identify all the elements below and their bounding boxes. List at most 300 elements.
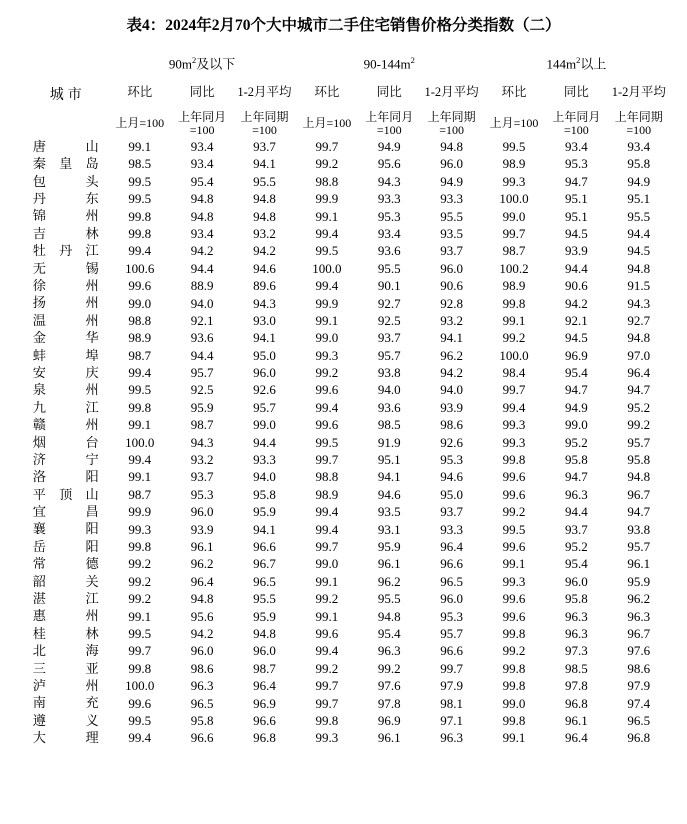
cell-value: 99.5 xyxy=(502,139,526,155)
cell-value: 93.6 xyxy=(377,243,401,259)
cell-value: 96.2 xyxy=(190,556,214,572)
cell-value: 95.1 xyxy=(377,452,401,468)
cell-value: 93.4 xyxy=(377,225,401,241)
cell-value: 100.2 xyxy=(499,260,529,276)
table-row xyxy=(23,712,670,729)
cell-value: 99.4 xyxy=(315,399,339,415)
table-row xyxy=(23,469,670,486)
cell-value: 96.0 xyxy=(440,156,463,172)
cell-value: 94.1 xyxy=(253,521,276,537)
cell-value: 94.8 xyxy=(627,469,651,485)
cell-value: 93.3 xyxy=(377,191,401,207)
city-label: 安庆 xyxy=(32,364,99,380)
cell-value: 94.8 xyxy=(627,260,651,276)
cell-value: 100.6 xyxy=(125,260,155,276)
cell-value: 98.7 xyxy=(190,417,214,433)
table-row xyxy=(23,486,670,503)
cell-value: 96.8 xyxy=(627,730,651,746)
cell-value: 100.0 xyxy=(312,260,342,276)
cell-value: 92.5 xyxy=(377,312,401,328)
cell-value: 99.0 xyxy=(315,330,339,346)
cell-value: 96.2 xyxy=(627,591,651,607)
city-label: 泉州 xyxy=(32,382,99,398)
cell-value: 93.7 xyxy=(377,330,401,346)
cell-value: 93.2 xyxy=(440,312,463,328)
cell-value: 97.6 xyxy=(377,678,401,694)
cell-value: 94.1 xyxy=(253,330,276,346)
cell-value: 99.4 xyxy=(502,399,526,415)
cell-value: 93.2 xyxy=(190,452,214,468)
cell-value: 92.7 xyxy=(377,295,401,311)
cell-value: 99.8 xyxy=(128,208,152,224)
cell-value: 99.0 xyxy=(253,417,276,433)
cell-value: 100.0 xyxy=(125,434,155,450)
cell-value: 95.2 xyxy=(564,434,588,450)
group-2-prefix: 144m xyxy=(546,56,577,72)
cell-value: 95.8 xyxy=(564,452,588,468)
cell-value: 91.9 xyxy=(377,434,401,450)
cell-value: 99.1 xyxy=(502,312,526,328)
cell-value: 96.0 xyxy=(190,504,214,520)
cell-value: 99.2 xyxy=(315,591,339,607)
cell-value: 99.3 xyxy=(128,521,152,537)
row-city-name xyxy=(23,591,109,608)
header-measure-row xyxy=(23,75,670,109)
cell-value: 94.4 xyxy=(627,225,651,241)
cell-value: 99.7 xyxy=(502,225,526,241)
cell-value: 96.0 xyxy=(440,591,463,607)
table-row xyxy=(23,521,670,538)
cell-value: 96.6 xyxy=(253,712,276,728)
cell-value: 98.8 xyxy=(315,173,339,189)
table-row xyxy=(23,417,670,434)
cell-value: 94.5 xyxy=(564,330,588,346)
cell-value: 96.2 xyxy=(377,573,401,589)
cell-value: 99.6 xyxy=(502,539,526,554)
table-row xyxy=(23,347,670,364)
cell-value: 97.3 xyxy=(564,643,588,659)
cell-value: 99.5 xyxy=(128,625,152,641)
cell-value: 95.2 xyxy=(564,539,588,554)
cell-value: 94.8 xyxy=(627,330,651,346)
table-row xyxy=(23,260,670,277)
cell-value: 97.0 xyxy=(627,347,651,363)
cell-value: 99.2 xyxy=(315,365,339,381)
header-measure-1-0: 环比 xyxy=(314,84,340,99)
cell-value: 95.4 xyxy=(564,365,588,381)
header-base-1-0: 上月=100 xyxy=(302,116,352,131)
cell-value: 99.7 xyxy=(315,695,339,711)
cell-value: 99.4 xyxy=(315,278,339,294)
cell-value: 98.6 xyxy=(440,417,463,433)
cell-value: 96.1 xyxy=(377,730,401,746)
cell-value: 99.9 xyxy=(315,295,339,311)
city-label: 襄阳 xyxy=(32,521,99,537)
cell-value: 94.7 xyxy=(627,382,651,398)
header-city-label: 城市 xyxy=(49,88,86,104)
header-measure-2-1: 同比 xyxy=(563,84,589,99)
cell-value: 96.1 xyxy=(564,712,588,728)
header-base-2-2: 上年同期 =100 xyxy=(614,109,663,137)
city-label: 遵义 xyxy=(32,712,99,728)
header-measure-1-1: 同比 xyxy=(376,84,402,99)
cell-value: 93.7 xyxy=(440,243,463,259)
row-city-name xyxy=(23,278,109,295)
city-label: 平顶山 xyxy=(32,486,99,502)
cell-value: 96.5 xyxy=(190,695,214,711)
cell-value: 92.7 xyxy=(627,312,651,328)
cell-value: 95.1 xyxy=(627,191,651,207)
cell-value: 92.1 xyxy=(190,312,214,328)
price-index-table xyxy=(23,54,670,748)
cell-value: 94.0 xyxy=(253,469,276,485)
table-row xyxy=(23,678,670,695)
city-label: 南充 xyxy=(32,695,99,711)
city-label: 烟台 xyxy=(32,434,99,450)
cell-value: 96.0 xyxy=(564,573,588,589)
cell-value: 99.6 xyxy=(502,591,526,607)
city-label: 吉林 xyxy=(32,225,99,241)
table-row xyxy=(23,191,670,208)
row-city-name xyxy=(23,626,109,643)
row-city-name xyxy=(23,330,109,347)
cell-value: 93.6 xyxy=(377,399,401,415)
header-base-1-2: 上年同期 =100 xyxy=(427,109,476,137)
cell-value: 93.3 xyxy=(440,521,463,537)
city-label: 牡丹江 xyxy=(32,243,99,259)
cell-value: 99.3 xyxy=(502,434,526,450)
cell-value: 99.2 xyxy=(502,330,526,346)
cell-value: 99.5 xyxy=(315,243,339,259)
city-label: 九江 xyxy=(32,399,99,415)
cell-value: 94.7 xyxy=(564,469,588,485)
cell-value: 99.8 xyxy=(502,712,526,728)
cell-value: 96.4 xyxy=(564,730,588,746)
cell-value: 100.0 xyxy=(499,347,529,363)
table-body xyxy=(23,139,670,748)
row-city-name xyxy=(23,434,109,451)
city-label: 包头 xyxy=(32,173,99,189)
city-label: 惠州 xyxy=(32,608,99,624)
cell-value: 93.9 xyxy=(190,521,214,537)
cell-value: 95.3 xyxy=(190,486,214,502)
cell-value: 99.6 xyxy=(128,695,152,711)
cell-value: 99.0 xyxy=(564,417,588,433)
row-city-name xyxy=(23,678,109,695)
cell-value: 99.7 xyxy=(315,539,339,554)
cell-value: 95.8 xyxy=(627,156,651,172)
cell-value: 100.0 xyxy=(499,191,529,207)
city-label: 韶关 xyxy=(32,573,99,589)
cell-value: 96.4 xyxy=(253,678,276,694)
cell-value: 99.7 xyxy=(440,660,463,676)
cell-value: 99.7 xyxy=(502,382,526,398)
row-city-name xyxy=(23,295,109,312)
cell-value: 94.9 xyxy=(627,173,651,189)
header-group-1 xyxy=(296,54,483,75)
cell-value: 95.0 xyxy=(440,486,463,502)
cell-value: 92.8 xyxy=(440,295,463,311)
cell-value: 95.4 xyxy=(377,625,401,641)
cell-value: 95.5 xyxy=(377,591,401,607)
cell-value: 94.2 xyxy=(190,625,214,641)
cell-value: 99.1 xyxy=(315,608,339,624)
cell-value: 94.3 xyxy=(627,295,651,311)
cell-value: 96.8 xyxy=(253,730,276,746)
cell-value: 99.2 xyxy=(128,591,152,607)
cell-value: 95.5 xyxy=(377,260,401,276)
cell-value: 94.9 xyxy=(377,139,401,155)
city-label: 温州 xyxy=(32,312,99,328)
cell-value: 97.9 xyxy=(440,678,463,694)
city-label: 锦州 xyxy=(32,208,99,224)
row-city-name xyxy=(23,191,109,208)
cell-value: 96.9 xyxy=(377,712,401,728)
city-label: 洛阳 xyxy=(32,469,99,485)
cell-value: 99.6 xyxy=(502,469,526,485)
cell-value: 96.4 xyxy=(190,573,214,589)
header-city-cell xyxy=(23,54,109,139)
cell-value: 94.8 xyxy=(253,191,276,207)
table-row xyxy=(23,243,670,260)
table-row xyxy=(23,434,670,451)
cell-value: 99.2 xyxy=(315,660,339,676)
cell-value: 99.6 xyxy=(502,486,526,502)
cell-value: 98.5 xyxy=(377,417,401,433)
cell-value: 99.1 xyxy=(315,208,339,224)
cell-value: 94.0 xyxy=(440,382,463,398)
cell-value: 95.9 xyxy=(377,539,401,554)
cell-value: 94.7 xyxy=(627,504,651,520)
cell-value: 95.9 xyxy=(253,608,276,624)
row-city-name xyxy=(23,382,109,399)
cell-value: 99.8 xyxy=(502,625,526,641)
cell-value: 96.9 xyxy=(564,347,588,363)
row-city-name xyxy=(23,608,109,625)
row-city-name xyxy=(23,399,109,416)
cell-value: 93.5 xyxy=(377,504,401,520)
cell-value: 99.3 xyxy=(502,417,526,433)
cell-value: 95.6 xyxy=(377,156,401,172)
cell-value: 95.4 xyxy=(564,556,588,572)
cell-value: 93.4 xyxy=(627,139,651,155)
header-group-0 xyxy=(109,54,296,75)
row-city-name xyxy=(23,139,109,156)
cell-value: 98.8 xyxy=(315,469,339,485)
cell-value: 96.4 xyxy=(627,365,651,381)
cell-value: 94.1 xyxy=(440,330,463,346)
city-label: 无锡 xyxy=(32,260,99,276)
city-label: 桂林 xyxy=(32,625,99,641)
cell-value: 99.8 xyxy=(128,225,152,241)
cell-value: 94.2 xyxy=(440,365,463,381)
row-city-name xyxy=(23,539,109,556)
cell-value: 98.7 xyxy=(128,347,152,363)
cell-value: 100.0 xyxy=(125,678,155,694)
cell-value: 94.6 xyxy=(253,260,276,276)
header-measure-0-0: 环比 xyxy=(127,84,153,99)
cell-value: 99.8 xyxy=(502,295,526,311)
cell-value: 96.2 xyxy=(440,347,463,363)
cell-value: 90.6 xyxy=(440,278,463,294)
cell-value: 96.5 xyxy=(253,573,276,589)
cell-value: 99.6 xyxy=(502,608,526,624)
cell-value: 96.0 xyxy=(253,643,276,659)
cell-value: 94.3 xyxy=(377,173,401,189)
cell-value: 94.2 xyxy=(253,243,276,259)
group-0-suffix: 及以下 xyxy=(196,56,236,72)
cell-value: 94.2 xyxy=(190,243,214,259)
cell-value: 99.1 xyxy=(128,608,152,624)
group-1-prefix: 90-144m xyxy=(363,56,411,72)
cell-value: 98.9 xyxy=(502,278,526,294)
city-label: 扬州 xyxy=(32,295,99,311)
table-row xyxy=(23,330,670,347)
cell-value: 96.5 xyxy=(440,573,463,589)
table-row xyxy=(23,365,670,382)
row-city-name xyxy=(23,556,109,573)
header-measure-0-1: 同比 xyxy=(189,84,215,99)
cell-value: 99.5 xyxy=(128,173,152,189)
cell-value: 94.7 xyxy=(564,382,588,398)
cell-value: 93.9 xyxy=(564,243,588,259)
table-row xyxy=(23,139,670,156)
table-row xyxy=(23,591,670,608)
city-label: 宜昌 xyxy=(32,504,99,520)
header-measure-0-2: 1-2月平均 xyxy=(237,84,292,99)
cell-value: 99.7 xyxy=(315,139,339,155)
cell-value: 95.3 xyxy=(440,452,463,468)
cell-value: 95.7 xyxy=(627,539,651,554)
cell-value: 90.6 xyxy=(564,278,588,294)
cell-value: 94.4 xyxy=(564,504,588,520)
cell-value: 96.9 xyxy=(253,695,276,711)
cell-value: 99.7 xyxy=(315,452,339,468)
cell-value: 94.7 xyxy=(564,173,588,189)
cell-value: 99.1 xyxy=(315,312,339,328)
cell-value: 92.6 xyxy=(253,382,276,398)
cell-value: 95.9 xyxy=(627,573,651,589)
cell-value: 99.1 xyxy=(128,139,152,155)
cell-value: 95.5 xyxy=(253,591,276,607)
cell-value: 98.7 xyxy=(253,660,276,676)
cell-value: 94.8 xyxy=(377,608,401,624)
cell-value: 95.4 xyxy=(190,173,214,189)
cell-value: 95.8 xyxy=(253,486,276,502)
cell-value: 90.1 xyxy=(377,278,401,294)
cell-value: 99.4 xyxy=(315,504,339,520)
cell-value: 96.3 xyxy=(377,643,401,659)
city-label: 蚌埠 xyxy=(32,347,99,363)
header-base-0-2: 上年同期 =100 xyxy=(240,109,289,137)
header-base-2-0: 上月=100 xyxy=(489,116,539,131)
cell-value: 99.5 xyxy=(315,434,339,450)
cell-value: 96.5 xyxy=(627,712,651,728)
cell-value: 94.8 xyxy=(190,191,214,207)
cell-value: 99.4 xyxy=(315,643,339,659)
cell-value: 92.6 xyxy=(440,434,463,450)
cell-value: 99.6 xyxy=(315,417,339,433)
row-city-name xyxy=(23,243,109,260)
cell-value: 99.4 xyxy=(128,243,152,259)
row-city-name xyxy=(23,347,109,364)
row-city-name xyxy=(23,660,109,677)
table-row xyxy=(23,695,670,712)
cell-value: 96.3 xyxy=(190,678,214,694)
cell-value: 99.9 xyxy=(315,191,339,207)
cell-value: 93.4 xyxy=(190,139,214,155)
cell-value: 96.7 xyxy=(253,556,276,572)
city-label: 大理 xyxy=(32,730,99,746)
row-city-name xyxy=(23,486,109,503)
cell-value: 93.6 xyxy=(190,330,214,346)
cell-value: 99.3 xyxy=(315,730,339,746)
table-row xyxy=(23,539,670,556)
cell-value: 93.7 xyxy=(564,521,588,537)
cell-value: 94.6 xyxy=(440,469,463,485)
cell-value: 93.9 xyxy=(440,399,463,415)
cell-value: 99.2 xyxy=(128,556,152,572)
table-row xyxy=(23,660,670,677)
cell-value: 99.4 xyxy=(315,225,339,241)
row-city-name xyxy=(23,156,109,173)
group-2-suffix: 以上 xyxy=(580,56,607,72)
cell-value: 93.3 xyxy=(253,452,276,468)
cell-value: 88.9 xyxy=(190,278,214,294)
cell-value: 98.5 xyxy=(564,660,588,676)
table-row xyxy=(23,573,670,590)
cell-value: 96.0 xyxy=(190,643,214,659)
cell-value: 95.0 xyxy=(253,347,276,363)
cell-value: 95.7 xyxy=(440,625,463,641)
cell-value: 99.7 xyxy=(315,678,339,694)
cell-value: 99.4 xyxy=(315,521,339,537)
cell-value: 98.1 xyxy=(440,695,463,711)
cell-value: 98.9 xyxy=(315,486,339,502)
cell-value: 96.8 xyxy=(564,695,588,711)
cell-value: 99.3 xyxy=(502,573,526,589)
header-measure-2-2: 1-2月平均 xyxy=(611,84,666,99)
cell-value: 98.8 xyxy=(128,312,152,328)
cell-value: 95.1 xyxy=(564,191,588,207)
cell-value: 99.9 xyxy=(128,504,152,520)
cell-value: 93.4 xyxy=(190,225,214,241)
cell-value: 99.5 xyxy=(128,382,152,398)
header-base-row xyxy=(23,109,670,139)
table-row xyxy=(23,278,670,295)
table-row xyxy=(23,382,670,399)
cell-value: 96.3 xyxy=(564,625,588,641)
row-city-name xyxy=(23,417,109,434)
group-2-sup: 2 xyxy=(576,55,581,66)
header-measure-1-2: 1-2月平均 xyxy=(424,84,479,99)
cell-value: 96.6 xyxy=(253,539,276,554)
cell-value: 96.7 xyxy=(627,625,651,641)
cell-value: 94.0 xyxy=(377,382,401,398)
header-base-0-1: 上年同月 =100 xyxy=(178,109,227,137)
cell-value: 99.5 xyxy=(128,712,152,728)
cell-value: 96.1 xyxy=(377,556,401,572)
cell-value: 95.7 xyxy=(627,434,651,450)
cell-value: 99.5 xyxy=(502,521,526,537)
table-row xyxy=(23,295,670,312)
row-city-name xyxy=(23,226,109,243)
header-group-row xyxy=(23,54,670,75)
row-city-name xyxy=(23,504,109,521)
cell-value: 94.8 xyxy=(190,591,214,607)
cell-value: 96.3 xyxy=(564,608,588,624)
cell-value: 89.6 xyxy=(253,278,276,294)
